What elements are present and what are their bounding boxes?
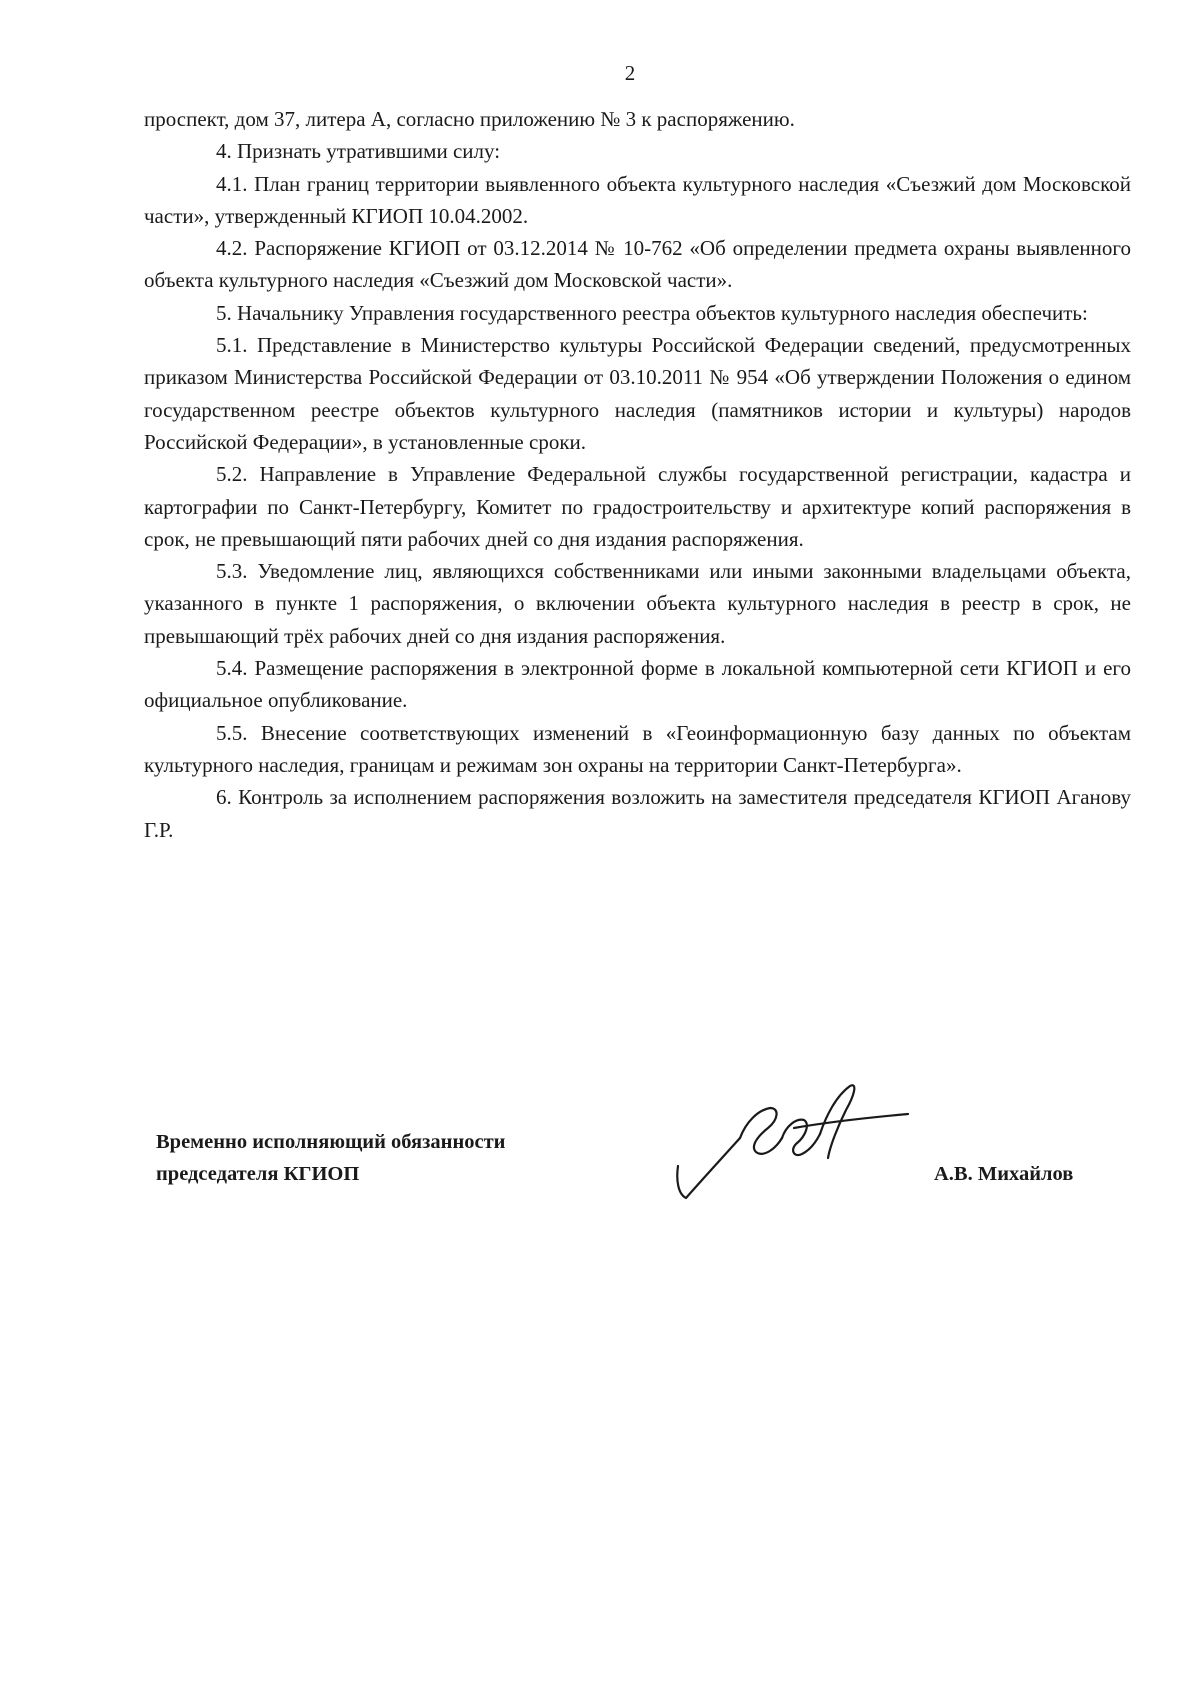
signatory-title-line-2: председателя КГИОП [156,1163,360,1185]
paragraph: 5.1. Представление в Министерство культуры Российской Федерации сведений, предусмотренных приказом Министерства Российской Федерации от 03.10.2011 № 954 «Об утверждении Положения о едином государственном реестре объектов культурного наследия (памятников истории и культуры) народов Российской Федерации», в установленные сроки. [144,333,1131,454]
paragraph: 5. Начальнику Управления государственного реестра объектов культурного наследия обеспечить: [216,300,1088,325]
page-number: 2 [624,61,636,85]
signatory-title-line-1: Временно исполняющий обязанности [156,1131,506,1153]
paragraph: проспект, дом 37, литера А, согласно приложению № 3 к распоряжению. [144,107,795,131]
paragraph: 4. Признать утратившими силу: [216,139,501,164]
paragraph: 5.4. Размещение распоряжения в электронной форме в локальной компьютерной сети КГИОП и его официальное опубликование. [144,656,1131,713]
paragraph: 5.5. Внесение соответствующих изменений в «Геоинформационную базу данных по объектам культурного наследия, границам и режимам зон охраны на территории Санкт-Петербурга». [144,720,1131,777]
paragraph: 5.3. Уведомление лиц, являющихся собственниками или иными законными владельцами объекта, указанного в пункте 1 распоряжения, о включении объекта культурного наследия в реестр в срок, не превышающий трёх рабочих дней со дня издания распоряжения. [144,559,1131,648]
signatory-title [156,1126,505,1190]
handwritten-signature [660,1062,920,1212]
paragraph: 6. Контроль за исполнением распоряжения возложить на заместителя председателя КГИОП Аганову Г.Р. [144,785,1131,842]
paragraph: 5.2. Направление в Управление Федеральной службы государственной регистрации, кадастра и картографии по Санкт-Петербургу, Комитет по градостроительству и архитектуре копий распоряжения в срок, не превышающий пяти рабочих дней со дня издания распоряжения. [144,462,1131,551]
document-body [144,103,1131,846]
signatory-name: А.В. Михайлов [934,1163,1074,1185]
paragraph: 4.1. План границ территории выявленного объекта культурного наследия «Съезжий дом Московской части», утвержденный КГИОП 10.04.2002. [144,171,1131,228]
paragraph: 4.2. Распоряжение КГИОП от 03.12.2014 № 10-762 «Об определении предмета охраны выявленного объекта культурного наследия «Съезжий дом Московской части». [144,236,1131,293]
